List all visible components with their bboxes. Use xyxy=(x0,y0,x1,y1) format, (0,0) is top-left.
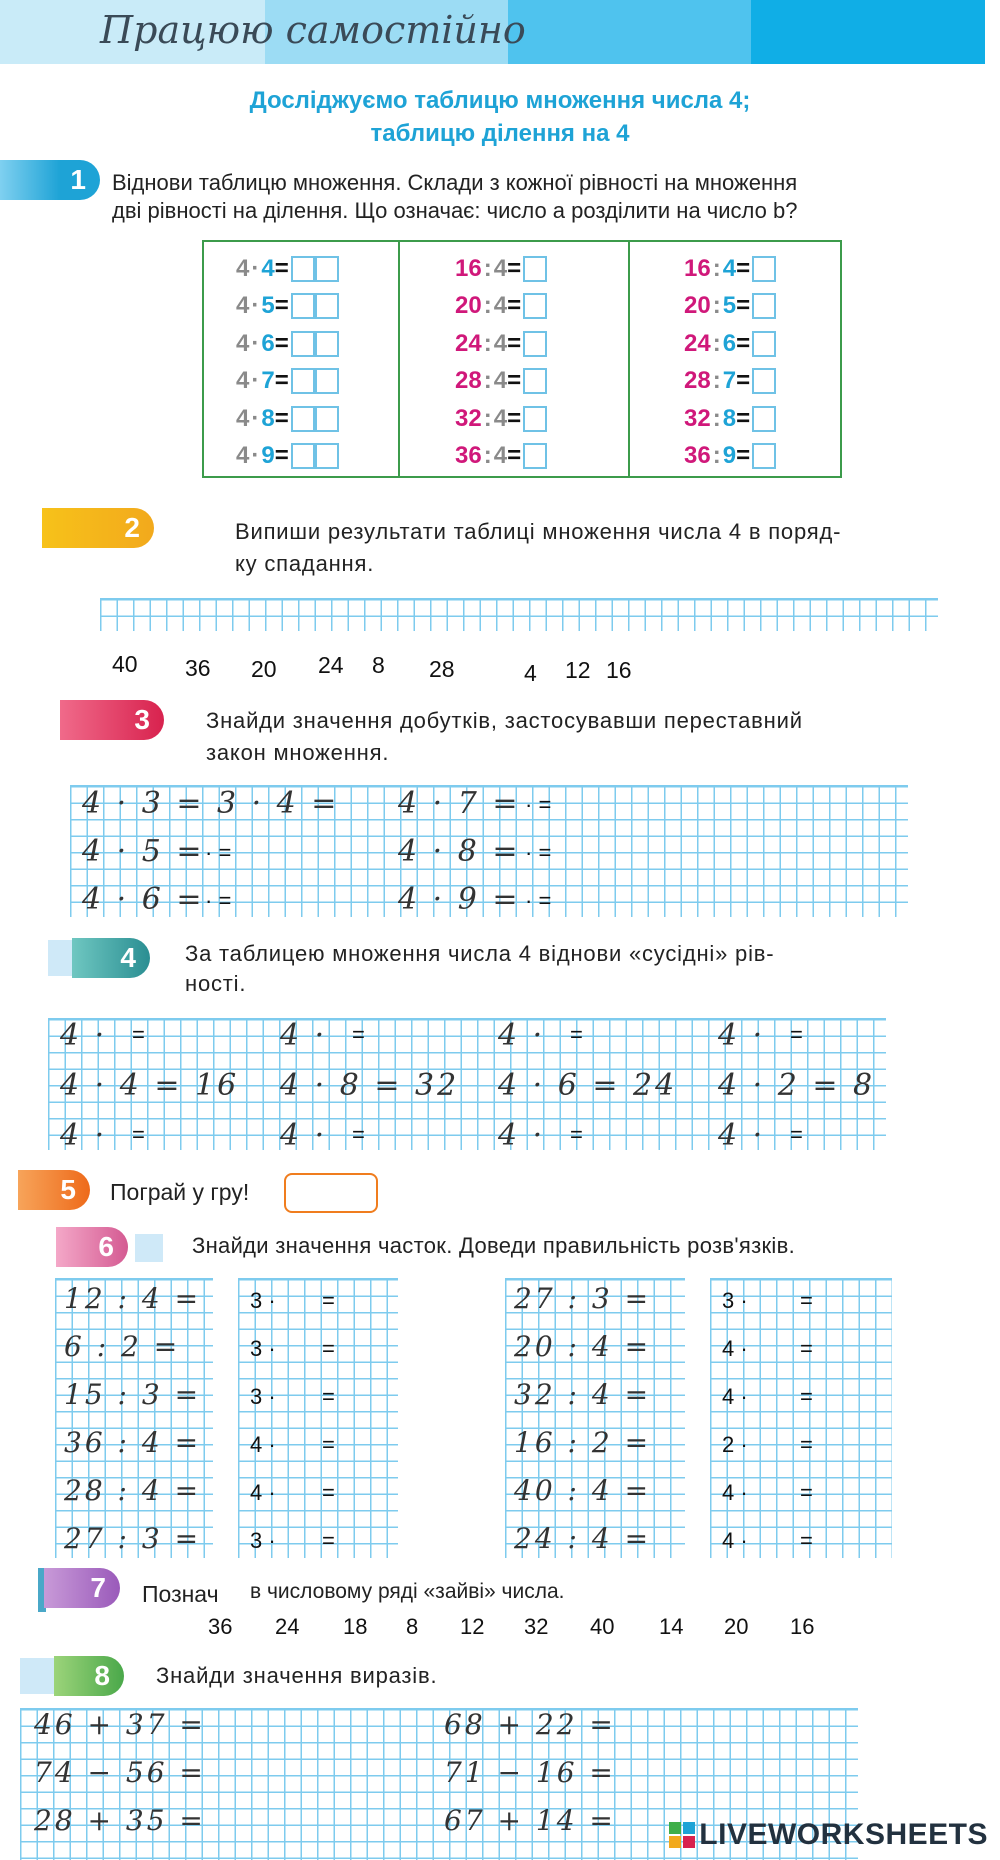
operand-a: 4 xyxy=(236,442,250,470)
series-number[interactable]: 40 xyxy=(590,1614,615,1639)
task-6-grid-c[interactable] xyxy=(505,1278,685,1558)
answer-box[interactable] xyxy=(291,406,315,432)
operand-b: 4 xyxy=(493,329,508,357)
div-by-n-column xyxy=(630,242,840,476)
operand-b: 4 xyxy=(493,292,508,320)
division-expression[interactable]: 40 : 4 = xyxy=(514,1474,652,1507)
operand-a: 4 xyxy=(236,404,250,432)
neighbor-equation-bottom[interactable]: 4 · xyxy=(60,1118,108,1153)
task-2-text-line-2: ку спадання. xyxy=(235,551,375,576)
task-6-text: Знайди значення часток. Доведи правильність розв'язків. xyxy=(192,1233,795,1258)
commuted-blank[interactable]: · = xyxy=(525,888,552,913)
check-expression[interactable]: 4 · xyxy=(250,1480,276,1505)
answer-box[interactable] xyxy=(315,368,339,394)
given-equation: 4 · 2 = 8 xyxy=(718,1068,876,1103)
neighbor-equation-bottom[interactable]: 4 · xyxy=(280,1118,328,1153)
commuted-blank[interactable]: · = xyxy=(525,792,552,817)
check-expression[interactable]: 4 · xyxy=(722,1384,748,1409)
operand-b: 4 xyxy=(493,367,508,395)
answer-box[interactable] xyxy=(752,368,776,394)
operator: : xyxy=(712,367,721,395)
division-expression[interactable]: 16 : 2 = xyxy=(514,1426,652,1459)
equation-row xyxy=(455,288,628,326)
number-card[interactable]: 40 xyxy=(112,651,138,677)
equals-sign: = xyxy=(507,329,522,357)
operand-a: 16 xyxy=(684,254,711,282)
task-6-grid-a[interactable] xyxy=(55,1278,213,1558)
operator: · xyxy=(251,367,260,395)
division-expression[interactable]: 24 : 4 = xyxy=(514,1522,652,1555)
operand-a: 24 xyxy=(455,329,482,357)
task-7-text-b: в числовому ряді «зайві» числа. xyxy=(250,1580,565,1603)
equation-row xyxy=(236,250,398,288)
operand-a: 4 xyxy=(236,292,250,320)
operand-a: 28 xyxy=(684,367,711,395)
check-expression[interactable]: 2 · xyxy=(722,1432,748,1457)
operand-a: 28 xyxy=(455,367,482,395)
equation-row xyxy=(236,325,398,363)
task-2-badge: 2 xyxy=(42,508,154,548)
equals-sign: = xyxy=(322,1480,335,1505)
operator: : xyxy=(712,329,721,357)
check-expression[interactable]: 3 · xyxy=(722,1288,748,1313)
equals-sign: = xyxy=(800,1528,813,1553)
division-expression[interactable]: 27 : 3 = xyxy=(64,1522,202,1555)
commuted-blank[interactable]: · = xyxy=(205,888,232,913)
answer-box[interactable] xyxy=(752,443,776,469)
product-expression: 4 · 3 = 3 · 4 = xyxy=(82,786,340,821)
answer-box[interactable] xyxy=(315,443,339,469)
sum-expression[interactable]: 46 + 37 = xyxy=(34,1708,206,1741)
equals-sign: = xyxy=(352,1122,365,1147)
task-6-grid-d[interactable] xyxy=(710,1278,892,1558)
given-equation: 4 · 6 = 24 xyxy=(498,1068,678,1103)
operand-b: 4 xyxy=(722,254,737,282)
product-expression: 4 · 6 = xyxy=(82,882,205,917)
series-number[interactable]: 18 xyxy=(343,1614,368,1639)
operand-b: 9 xyxy=(722,442,737,470)
operator: · xyxy=(251,329,260,357)
answer-box[interactable] xyxy=(523,368,547,394)
series-number[interactable]: 14 xyxy=(659,1614,684,1639)
task-4-tab xyxy=(48,940,74,976)
division-expression[interactable]: 12 : 4 = xyxy=(64,1282,202,1315)
operand-b: 6 xyxy=(722,329,737,357)
equals-sign: = xyxy=(322,1528,335,1553)
operand-a: 32 xyxy=(684,404,711,432)
operand-a: 20 xyxy=(684,292,711,320)
answer-box[interactable] xyxy=(291,256,315,282)
equation-row xyxy=(236,400,398,438)
neighbor-equation-top[interactable]: 4 · xyxy=(718,1018,766,1053)
equation-row xyxy=(684,363,840,401)
neighbor-equation-top[interactable]: 4 · xyxy=(60,1018,108,1053)
operator: : xyxy=(483,442,492,470)
answer-box[interactable] xyxy=(315,331,339,357)
answer-box[interactable] xyxy=(523,293,547,319)
series-number[interactable]: 32 xyxy=(524,1614,549,1639)
task-4-text-line-1: За таблицею множення числа 4 віднови «сусідні» рів- xyxy=(185,941,775,966)
task-6-grid-b[interactable] xyxy=(238,1278,398,1558)
equals-sign: = xyxy=(352,1022,365,1047)
operand-a: 16 xyxy=(455,254,482,282)
equals-sign: = xyxy=(736,442,751,470)
task-3-text-line-2: закон множення. xyxy=(206,740,390,765)
topic-line-1: Досліджуємо таблицю множення числа 4; xyxy=(249,87,751,114)
equals-sign: = xyxy=(790,1122,803,1147)
operand-a: 4 xyxy=(236,367,250,395)
division-expression[interactable]: 20 : 4 = xyxy=(514,1330,652,1363)
operator: : xyxy=(483,329,492,357)
operand-a: 4 xyxy=(236,329,250,357)
answer-box[interactable] xyxy=(752,256,776,282)
answer-box[interactable] xyxy=(291,443,315,469)
equals-sign: = xyxy=(736,292,751,320)
check-expression[interactable]: 4 · xyxy=(722,1480,748,1505)
operand-b: 4 xyxy=(493,442,508,470)
task-1-text-line-2: дві рівності на ділення. Що означає: число a розділити на число b? xyxy=(112,198,798,223)
series-number[interactable]: 8 xyxy=(406,1614,419,1639)
section-title: Працюю самостійно xyxy=(100,8,526,52)
operand-b: 4 xyxy=(493,404,508,432)
product-expression: 4 · 9 = xyxy=(398,882,521,917)
equals-sign: = xyxy=(507,442,522,470)
equals-sign: = xyxy=(570,1122,583,1147)
task-5-badge: 5 xyxy=(18,1170,90,1210)
equation-row xyxy=(455,250,628,288)
equals-sign: = xyxy=(322,1432,335,1457)
operand-a: 20 xyxy=(455,292,482,320)
equals-sign: = xyxy=(322,1288,335,1313)
equals-sign: = xyxy=(800,1480,813,1505)
operator: : xyxy=(483,404,492,432)
task-1-table xyxy=(202,240,842,478)
equals-sign: = xyxy=(790,1022,803,1047)
check-expression[interactable]: 3 · xyxy=(250,1336,276,1361)
division-expression[interactable]: 27 : 3 = xyxy=(514,1282,652,1315)
equation-row xyxy=(684,438,840,476)
operator: : xyxy=(483,292,492,320)
division-expression[interactable]: 36 : 4 = xyxy=(64,1426,202,1459)
given-equation: 4 · 8 = 32 xyxy=(280,1068,460,1103)
series-number[interactable]: 16 xyxy=(790,1614,815,1639)
equals-sign: = xyxy=(800,1336,813,1361)
equals-sign: = xyxy=(132,1122,145,1147)
equals-sign: = xyxy=(322,1384,335,1409)
equals-sign: = xyxy=(507,254,522,282)
game-button[interactable] xyxy=(284,1173,378,1213)
operand-b: 8 xyxy=(261,404,275,432)
operand-b: 5 xyxy=(722,292,737,320)
task-3-text-line-1: Знайди значення добутків, застосувавши переставний xyxy=(206,708,803,733)
answer-box[interactable] xyxy=(315,256,339,282)
sum-expression[interactable]: 71 − 16 = xyxy=(444,1756,616,1789)
series-number[interactable]: 36 xyxy=(208,1614,233,1639)
series-number[interactable]: 24 xyxy=(275,1614,300,1639)
task-4-text-line-2: ності. xyxy=(185,971,247,996)
equals-sign: = xyxy=(570,1022,583,1047)
operand-b: 7 xyxy=(261,367,275,395)
equals-sign: = xyxy=(274,329,289,357)
equation-row xyxy=(455,438,628,476)
equals-sign: = xyxy=(507,404,522,432)
operator: : xyxy=(712,292,721,320)
task-6-marker xyxy=(135,1234,163,1262)
equals-sign: = xyxy=(736,329,751,357)
equals-sign: = xyxy=(274,292,289,320)
operand-b: 8 xyxy=(722,404,737,432)
number-card[interactable]: 28 xyxy=(429,656,455,682)
division-expression[interactable]: 28 : 4 = xyxy=(64,1474,202,1507)
answer-box[interactable] xyxy=(523,406,547,432)
equals-sign: = xyxy=(274,442,289,470)
neighbor-equation-bottom[interactable]: 4 · xyxy=(718,1118,766,1153)
task-1-text-line-1: Віднови таблицю множення. Склади з кожної рівності на множення xyxy=(112,170,798,195)
operand-b: 4 xyxy=(493,254,508,282)
answer-box[interactable] xyxy=(291,293,315,319)
equation-row xyxy=(236,363,398,401)
operator: : xyxy=(483,367,492,395)
number-card[interactable]: 8 xyxy=(372,652,385,678)
operand-b: 9 xyxy=(261,442,275,470)
answer-box[interactable] xyxy=(523,443,547,469)
operand-b: 7 xyxy=(722,367,737,395)
task-7-badge: 7 xyxy=(44,1568,120,1608)
task-2-text-line-1: Випиши результати таблиці множення числа 4 в поряд- xyxy=(235,519,842,544)
neighbor-equation-bottom[interactable]: 4 · xyxy=(498,1118,546,1153)
div-by-4-column xyxy=(400,242,630,476)
product-expression: 4 · 5 = xyxy=(82,834,205,869)
equation-row xyxy=(684,288,840,326)
task-8-tab xyxy=(20,1658,56,1694)
number-card[interactable]: 4 xyxy=(524,660,537,686)
number-card[interactable]: 20 xyxy=(251,656,277,682)
equals-sign: = xyxy=(274,404,289,432)
number-card[interactable]: 12 xyxy=(565,657,591,683)
commuted-blank[interactable]: · = xyxy=(525,840,552,865)
operand-b: 6 xyxy=(261,329,275,357)
check-expression[interactable]: 4 · xyxy=(250,1432,276,1457)
operand-a: 32 xyxy=(455,404,482,432)
given-equation: 4 · 4 = 16 xyxy=(60,1068,240,1103)
equals-sign: = xyxy=(736,404,751,432)
operator: : xyxy=(712,442,721,470)
series-number[interactable]: 20 xyxy=(724,1614,749,1639)
task-5-text: Пограй у гру! xyxy=(110,1179,250,1205)
answer-box[interactable] xyxy=(752,331,776,357)
task-3-badge: 3 xyxy=(60,700,164,740)
task-2-answer-grid[interactable] xyxy=(100,598,938,631)
number-card[interactable]: 16 xyxy=(606,657,632,683)
equation-row xyxy=(684,325,840,363)
equals-sign: = xyxy=(736,254,751,282)
topic-line-2: таблицю ділення на 4 xyxy=(370,120,630,147)
number-card[interactable]: 36 xyxy=(185,655,211,681)
division-expression[interactable]: 32 : 4 = xyxy=(514,1378,652,1411)
equals-sign: = xyxy=(274,254,289,282)
check-expression[interactable]: 4 · xyxy=(722,1336,748,1361)
equals-sign: = xyxy=(132,1022,145,1047)
equation-row xyxy=(455,363,628,401)
equals-sign: = xyxy=(800,1432,813,1457)
commuted-blank[interactable]: · = xyxy=(205,840,232,865)
equation-row xyxy=(455,325,628,363)
equals-sign: = xyxy=(507,367,522,395)
series-number[interactable]: 12 xyxy=(460,1614,485,1639)
task-4-badge: 4 xyxy=(72,938,150,978)
operand-a: 4 xyxy=(236,254,250,282)
neighbor-equation-top[interactable]: 4 · xyxy=(280,1018,328,1053)
task-6-badge: 6 xyxy=(56,1227,128,1267)
task-8-text: Знайди значення виразів. xyxy=(156,1663,438,1688)
equation-row xyxy=(455,400,628,438)
task-1-badge: 1 xyxy=(0,160,100,200)
answer-box[interactable] xyxy=(315,406,339,432)
liveworksheets-logo xyxy=(669,1818,988,1852)
sum-expression[interactable]: 28 + 35 = xyxy=(34,1804,206,1837)
sum-expression[interactable]: 67 + 14 = xyxy=(444,1804,616,1837)
operand-b: 4 xyxy=(261,254,275,282)
equals-sign: = xyxy=(322,1336,335,1361)
answer-box[interactable] xyxy=(752,406,776,432)
answer-box[interactable] xyxy=(291,368,315,394)
equals-sign: = xyxy=(736,367,751,395)
number-card[interactable]: 24 xyxy=(318,652,344,678)
equals-sign: = xyxy=(800,1288,813,1313)
answer-box[interactable] xyxy=(752,293,776,319)
operand-a: 36 xyxy=(455,442,482,470)
check-expression[interactable]: 3 · xyxy=(250,1384,276,1409)
neighbor-equation-top[interactable]: 4 · xyxy=(498,1018,546,1053)
answer-box[interactable] xyxy=(523,331,547,357)
equation-row xyxy=(236,288,398,326)
sum-expression[interactable]: 68 + 22 = xyxy=(444,1708,616,1741)
check-expression[interactable]: 3 · xyxy=(250,1528,276,1553)
division-expression[interactable]: 6 : 2 = xyxy=(64,1330,181,1363)
logo-text: LIVEWORKSHEETS xyxy=(699,1818,988,1851)
operator: : xyxy=(712,254,721,282)
operand-a: 24 xyxy=(684,329,711,357)
product-expression: 4 · 7 = xyxy=(398,786,521,821)
check-expression[interactable]: 3 · xyxy=(250,1288,276,1313)
task-8-badge: 8 xyxy=(54,1656,124,1696)
product-expression: 4 · 8 = xyxy=(398,834,521,869)
equation-row xyxy=(684,400,840,438)
equals-sign: = xyxy=(800,1384,813,1409)
equation-row xyxy=(236,438,398,476)
sum-expression[interactable]: 74 − 56 = xyxy=(34,1756,206,1789)
task-7-text-a: Познач xyxy=(142,1581,219,1607)
operator: · xyxy=(251,404,260,432)
check-expression[interactable]: 4 · xyxy=(722,1528,748,1553)
mult-column xyxy=(204,242,400,476)
answer-box[interactable] xyxy=(523,256,547,282)
operand-a: 36 xyxy=(684,442,711,470)
operator: : xyxy=(712,404,721,432)
operand-b: 5 xyxy=(261,292,275,320)
operator: · xyxy=(251,254,260,282)
answer-box[interactable] xyxy=(291,331,315,357)
division-expression[interactable]: 15 : 3 = xyxy=(64,1378,202,1411)
equation-row xyxy=(684,250,840,288)
equals-sign: = xyxy=(507,292,522,320)
operator: · xyxy=(251,442,260,470)
answer-box[interactable] xyxy=(315,293,339,319)
operator: · xyxy=(251,292,260,320)
operator: : xyxy=(483,254,492,282)
equals-sign: = xyxy=(274,367,289,395)
logo-icon xyxy=(669,1822,695,1848)
